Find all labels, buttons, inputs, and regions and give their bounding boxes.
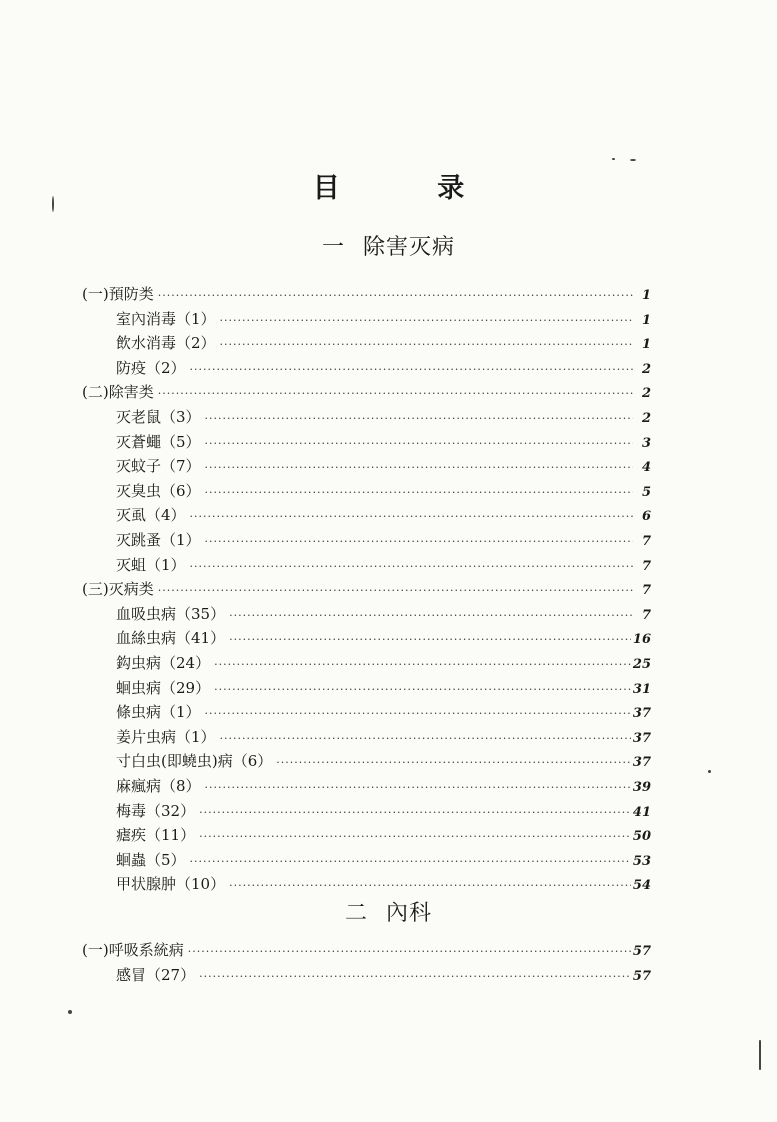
toc-entry-row bbox=[116, 799, 651, 823]
toc-entry-label: 鈎虫病（24） bbox=[116, 654, 211, 672]
toc-entry-row bbox=[116, 528, 651, 552]
toc-entry-label: 甲状腺肿（10） bbox=[116, 875, 226, 893]
section-heading-1 bbox=[0, 230, 777, 261]
toc-page-number: 1 bbox=[641, 337, 651, 352]
dot-leader bbox=[158, 284, 633, 308]
scan-speck bbox=[759, 1040, 761, 1070]
dot-leader bbox=[220, 727, 631, 751]
toc-page-number: 37 bbox=[632, 731, 651, 746]
toc-entry-label: 寸白虫(即蟯虫)病（6） bbox=[116, 752, 273, 770]
toc-entry-label: 灭蚊子（7） bbox=[116, 457, 201, 475]
section-name: 內科 bbox=[386, 901, 433, 926]
toc-entry-label: 條虫病（1） bbox=[116, 703, 201, 721]
toc-page-number: 7 bbox=[641, 608, 651, 623]
dot-leader bbox=[229, 628, 631, 652]
toc-entry-label: (二)除害类 bbox=[82, 383, 154, 401]
toc-entry-row bbox=[116, 749, 651, 773]
toc-page-number: 16 bbox=[632, 632, 651, 647]
dot-leader bbox=[199, 801, 631, 825]
toc-entry-row bbox=[116, 651, 651, 675]
toc-page-number: 2 bbox=[641, 411, 651, 426]
dot-leader bbox=[205, 702, 631, 726]
toc-page-number: 2 bbox=[641, 386, 651, 401]
toc-entry-row bbox=[116, 405, 651, 429]
dot-leader bbox=[205, 456, 633, 480]
toc-page-number: 3 bbox=[641, 436, 651, 451]
dot-leader bbox=[190, 555, 633, 579]
dot-leader bbox=[188, 940, 631, 964]
toc-entry-row bbox=[116, 725, 651, 749]
dot-leader bbox=[229, 874, 631, 898]
dot-leader bbox=[205, 481, 633, 505]
toc-entry-label: 梅毒（32） bbox=[116, 802, 196, 820]
dot-leader bbox=[205, 407, 633, 431]
dot-leader bbox=[220, 309, 633, 333]
toc-page-number: 57 bbox=[632, 969, 651, 984]
dot-leader bbox=[158, 382, 633, 406]
scan-speck bbox=[68, 1010, 72, 1014]
scan-speck bbox=[612, 158, 615, 160]
toc-page-number: 39 bbox=[632, 780, 651, 795]
toc-page-number: 7 bbox=[641, 559, 651, 574]
toc-page-number: 6 bbox=[641, 509, 651, 524]
toc-entry-label: 灭臭虫（6） bbox=[116, 482, 201, 500]
dot-leader bbox=[190, 358, 633, 382]
toc-entry-row bbox=[116, 676, 651, 700]
toc-entry-label: 姜片虫病（1） bbox=[116, 728, 216, 746]
dot-leader bbox=[190, 505, 633, 529]
toc-page-number: 7 bbox=[641, 534, 651, 549]
toc-entry-row bbox=[116, 454, 651, 478]
toc-entry-row bbox=[116, 823, 651, 847]
toc-entry-row bbox=[116, 331, 651, 355]
toc-entry-row bbox=[116, 963, 651, 987]
toc-entry-label: (三)灭病类 bbox=[82, 580, 154, 598]
toc-page-number: 54 bbox=[632, 878, 651, 893]
toc-entry-row bbox=[116, 430, 651, 454]
toc-entry-row bbox=[116, 503, 651, 527]
toc-page-number: 7 bbox=[641, 583, 651, 598]
toc-page-number: 41 bbox=[632, 805, 651, 820]
dot-leader bbox=[214, 678, 631, 702]
toc-entry-row bbox=[116, 872, 651, 896]
dot-leader bbox=[199, 825, 631, 849]
dot-leader bbox=[214, 653, 631, 677]
toc-page-number: 4 bbox=[641, 460, 651, 475]
toc-entry-row bbox=[116, 553, 651, 577]
toc-entry-row bbox=[116, 479, 651, 503]
toc-entry-label: 灭老鼠（3） bbox=[116, 408, 201, 426]
toc-entry-row bbox=[116, 700, 651, 724]
toc-entry-row bbox=[116, 626, 651, 650]
dot-leader bbox=[199, 965, 631, 989]
dot-leader bbox=[158, 579, 633, 603]
page-title: 目 录 bbox=[312, 173, 509, 204]
toc-entry-label: 防疫（2） bbox=[116, 359, 186, 377]
toc-entry-label: 蛔虫病（29） bbox=[116, 679, 211, 697]
toc-page-number: 1 bbox=[641, 313, 651, 328]
toc-entry-label: 灭虱（4） bbox=[116, 506, 186, 524]
section-number: 二 bbox=[344, 901, 368, 926]
scan-speck bbox=[52, 196, 54, 212]
scan-speck bbox=[630, 159, 636, 161]
toc-entry-row bbox=[116, 356, 651, 380]
toc-entry-label: 感冒（27） bbox=[116, 966, 196, 984]
toc-entry-label: 瘧疾（11） bbox=[116, 826, 196, 844]
toc-page-number: 57 bbox=[632, 944, 651, 959]
dot-leader bbox=[190, 850, 631, 874]
toc-page-number: 31 bbox=[632, 682, 651, 697]
section-number: 一 bbox=[321, 235, 345, 260]
dot-leader bbox=[220, 333, 633, 357]
toc-entry-label: 蛔蟲（5） bbox=[116, 851, 186, 869]
toc-entry-label: 室內消毒（1） bbox=[116, 310, 216, 328]
dot-leader bbox=[276, 751, 631, 775]
toc-page-number: 5 bbox=[641, 485, 651, 500]
toc-category-row bbox=[82, 282, 651, 306]
dot-leader bbox=[205, 432, 633, 456]
toc-page-number: 53 bbox=[632, 854, 651, 869]
toc-entry-row bbox=[116, 848, 651, 872]
toc-entry-row bbox=[116, 602, 651, 626]
toc-entry-label: 灭跳蚤（1） bbox=[116, 531, 201, 549]
toc-category-row bbox=[82, 938, 651, 962]
toc-entry-label: 麻瘋病（8） bbox=[116, 777, 201, 795]
toc-entry-row bbox=[116, 307, 651, 331]
toc-page-number: 25 bbox=[632, 657, 651, 672]
scan-speck bbox=[708, 770, 711, 773]
section-heading-2 bbox=[0, 896, 777, 927]
toc-entry-label: (一)呼吸系統病 bbox=[82, 941, 184, 959]
toc-category-row bbox=[82, 380, 651, 404]
toc-entry-label: 灭蒼蠅（5） bbox=[116, 433, 201, 451]
toc-page-number: 1 bbox=[641, 288, 651, 303]
toc-page-number: 37 bbox=[632, 706, 651, 721]
dot-leader bbox=[205, 776, 631, 800]
toc-entry-row bbox=[116, 774, 651, 798]
toc-entry-label: 飲水消毒（2） bbox=[116, 334, 216, 352]
toc-page-number: 37 bbox=[632, 755, 651, 770]
toc-page-number: 2 bbox=[641, 362, 651, 377]
toc-page-number: 50 bbox=[632, 829, 651, 844]
section-name: 除害灭病 bbox=[363, 235, 456, 260]
toc-entry-label: 灭蛆（1） bbox=[116, 556, 186, 574]
toc-entry-label: 血吸虫病（35） bbox=[116, 605, 226, 623]
toc-category-row bbox=[82, 577, 651, 601]
toc-entry-label: (一)預防类 bbox=[82, 285, 154, 303]
toc-entry-label: 血絲虫病（41） bbox=[116, 629, 226, 647]
dot-leader bbox=[229, 604, 633, 628]
dot-leader bbox=[205, 530, 633, 554]
